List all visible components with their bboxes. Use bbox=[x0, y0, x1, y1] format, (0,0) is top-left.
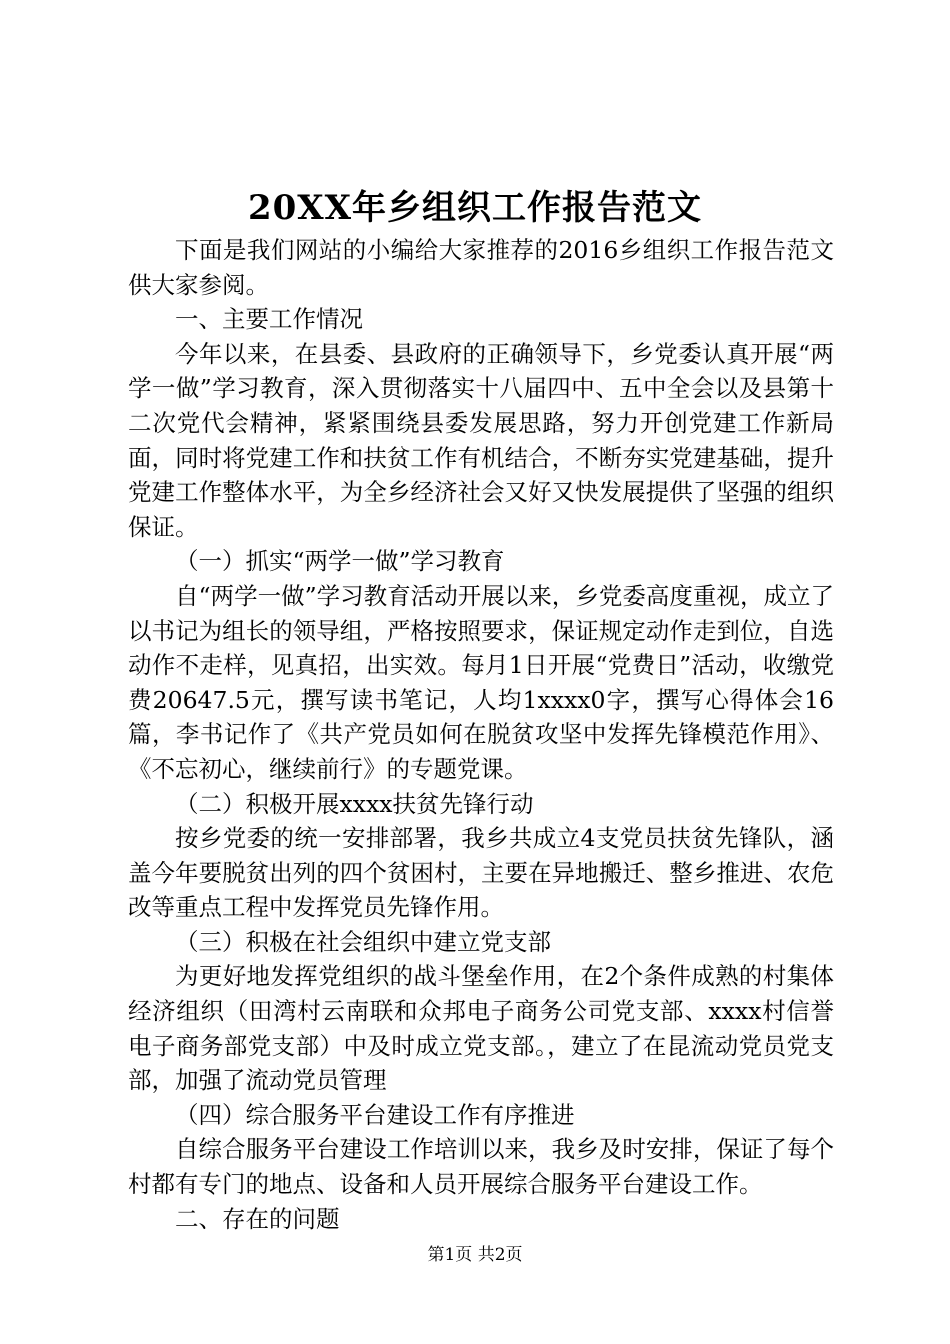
body-paragraph: 自综合服务平台建设工作培训以来，我乡及时安排，保证了每个村都有专门的地点、设备和人员开展综合服务平台建设工作。 bbox=[128, 1135, 834, 1199]
body-paragraph: 今年以来，在县委、县政府的正确领导下，乡党委认真开展“两学一做”学习教育，深入贯彻落实十八届四中、五中全会以及县第十二次党代会精神，紧紧围绕县委发展思路，努力开创党建工作新局面，同时将党建工作和扶贫工作有机结合，不断夯实党建基础，提升党建工作整体水平，为全乡经济社会又好又快发展提供了坚强的组织保证。 bbox=[128, 339, 834, 541]
body-paragraph: 自“两学一做”学习教育活动开展以来，乡党委高度重视，成立了以书记为组长的领导组，严格按照要求，保证规定动作走到位，自选动作不走样，见真招，出实效。每月1日开展“党费日”活动，收缴党费20647.5元，撰写读书笔记，人均1xxxx0字，撰写心得体会16篇，李书记作了《共产党员如何在脱贫攻坚中发挥先锋模范作用》、《不忘初心，继续前行》的专题党课。 bbox=[128, 581, 834, 783]
document-title: 20XX年乡组织工作报告范文 bbox=[247, 188, 703, 228]
section-heading-2: 二、存在的问题 bbox=[175, 1204, 340, 1233]
body-paragraph: 为更好地发挥党组织的战斗堡垒作用，在2个条件成熟的村集体经济组织（田湾村云南联和众邦电子商务公司党支部、xxxx村信誉电子商务部党支部）中及时成立党支部。，建立了在昆流动党员党支部，加强了流动党员管理 bbox=[128, 962, 834, 1095]
subsection-heading-3: （三）积极在社会组织中建立党支部 bbox=[175, 927, 551, 956]
section-heading-1: 一、主要工作情况 bbox=[175, 305, 363, 334]
body-paragraph: 按乡党委的统一安排部署，我乡共成立4支党员扶贫先锋队，涵盖今年要脱贫出列的四个贫困村，主要在异地搬迁、整乡推进、农危改等重点工程中发挥党员先锋作用。 bbox=[128, 824, 834, 922]
document-body bbox=[128, 233, 834, 1236]
page-footer: 第1页 共2页 bbox=[427, 1245, 523, 1265]
subsection-heading-2: （二）积极开展xxxx扶贫先锋行动 bbox=[175, 789, 534, 818]
subsection-heading-4: （四）综合服务平台建设工作有序推进 bbox=[175, 1100, 575, 1129]
intro-paragraph: 下面是我们网站的小编给大家推荐的2016乡组织工作报告范文供大家参阅。 bbox=[128, 236, 834, 299]
subsection-heading-1: （一）抓实“两学一做”学习教育 bbox=[175, 547, 505, 576]
